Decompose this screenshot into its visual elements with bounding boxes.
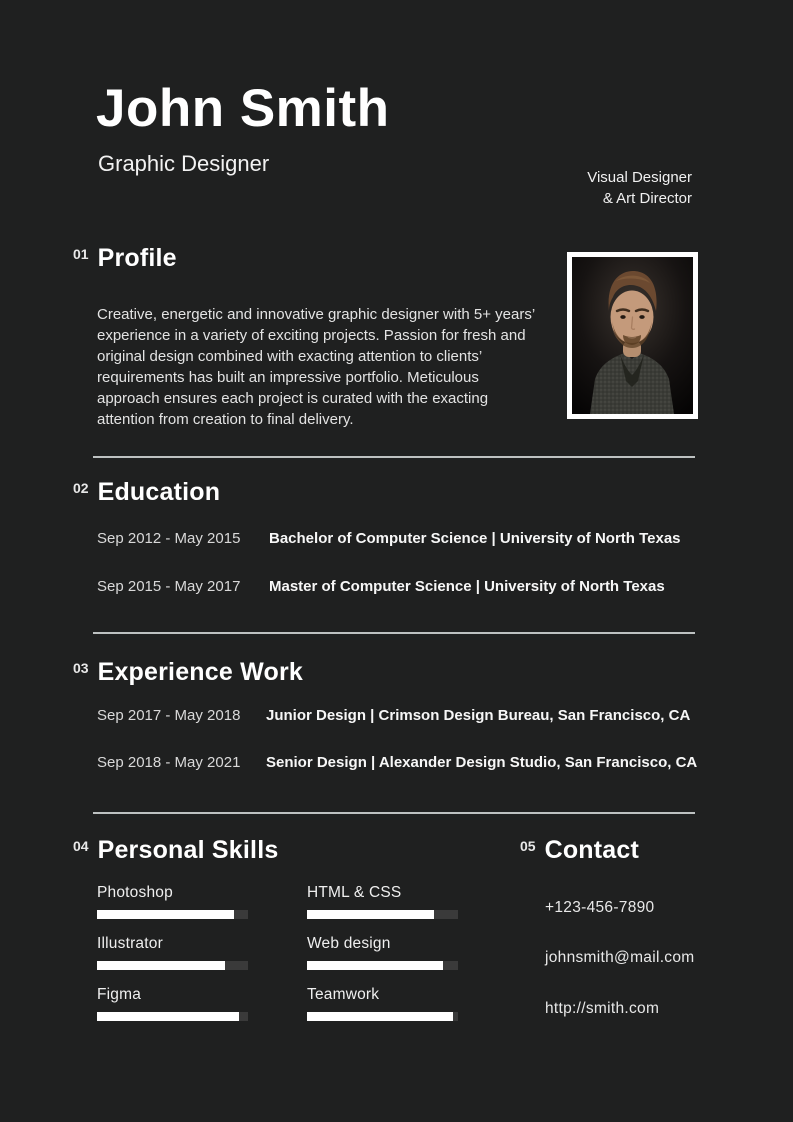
- skill-bar: [97, 1012, 248, 1021]
- divider: [93, 456, 695, 458]
- skill-bar: [97, 910, 248, 919]
- tagline-line1: Visual Designer: [587, 169, 692, 186]
- section-number: 02: [73, 480, 89, 496]
- skill-item: [307, 935, 458, 970]
- divider: [93, 812, 695, 814]
- section-title: Education: [97, 478, 221, 506]
- education-dates: Sep 2012 - May 2015: [97, 530, 241, 547]
- divider: [93, 632, 695, 634]
- skill-bar-fill: [307, 910, 434, 919]
- experience-row: [97, 754, 697, 772]
- skill-label: Photoshop: [97, 884, 173, 901]
- skill-bar: [307, 910, 458, 919]
- section-heading-education: [73, 480, 220, 505]
- skill-bar-fill: [97, 961, 225, 970]
- section-heading-experience: [73, 660, 303, 685]
- skill-bar: [307, 1012, 458, 1021]
- experience-row: [97, 707, 690, 725]
- section-heading-profile: [73, 246, 177, 271]
- skill-label: Figma: [97, 986, 142, 1003]
- skill-label: Teamwork: [307, 986, 380, 1003]
- section-number: 03: [73, 660, 89, 676]
- section-number: 05: [520, 838, 536, 854]
- skill-item: [307, 986, 458, 1021]
- experience-description: Junior Design | Crimson Design Bureau, San Francisco, CA: [266, 707, 691, 724]
- contact-email[interactable]: johnsmith@mail.com: [545, 949, 695, 966]
- person-role: Graphic Designer: [98, 151, 270, 176]
- education-description: Master of Computer Science | University of North Texas: [269, 578, 665, 595]
- section-heading-skills: [73, 838, 278, 863]
- skill-bar: [97, 961, 248, 970]
- portrait-illustration: [572, 257, 693, 414]
- experience-description: Senior Design | Alexander Design Studio, San Francisco, CA: [266, 754, 698, 771]
- skill-item: [97, 935, 248, 970]
- skill-label: Web design: [307, 935, 391, 952]
- education-row: [97, 530, 681, 548]
- education-row: [97, 578, 665, 596]
- skill-label: Illustrator: [97, 935, 163, 952]
- skill-item: [307, 884, 458, 919]
- skill-item: [97, 884, 248, 919]
- skill-label: HTML & CSS: [307, 884, 402, 901]
- skill-bar-fill: [307, 1012, 453, 1021]
- skill-bar: [307, 961, 458, 970]
- education-description: Bachelor of Computer Science | University of North Texas: [269, 530, 681, 547]
- portrait-photo: [567, 252, 698, 419]
- profile-summary: Creative, energetic and innovative graphic designer with 5+ years’ experience in a variety of exciting projects. Passion for fresh and original design combined with exacting attention to clients’ requirements has built an impressive portfolio. Meticulous approach ensures each project is curated with the exacting attention from creation to final delivery.: [97, 306, 535, 428]
- skill-item: [97, 986, 248, 1021]
- section-title: Contact: [544, 836, 640, 864]
- section-title: Profile: [97, 244, 177, 272]
- education-dates: Sep 2015 - May 2017: [97, 578, 241, 595]
- section-number: 04: [73, 838, 89, 854]
- experience-dates: Sep 2018 - May 2021: [97, 754, 241, 771]
- tagline: [587, 167, 692, 209]
- skill-bar-fill: [307, 961, 443, 970]
- contact-website[interactable]: http://smith.com: [545, 1000, 660, 1017]
- contact-phone[interactable]: +123-456-7890: [545, 899, 655, 916]
- section-title: Personal Skills: [97, 836, 279, 864]
- person-name: John Smith: [96, 79, 390, 138]
- skill-bar-fill: [97, 1012, 239, 1021]
- section-heading-contact: [520, 838, 639, 863]
- section-number: 01: [73, 246, 89, 262]
- skill-bar-fill: [97, 910, 234, 919]
- experience-dates: Sep 2017 - May 2018: [97, 707, 241, 724]
- section-title: Experience Work: [97, 658, 303, 686]
- tagline-line2: & Art Director: [602, 190, 692, 207]
